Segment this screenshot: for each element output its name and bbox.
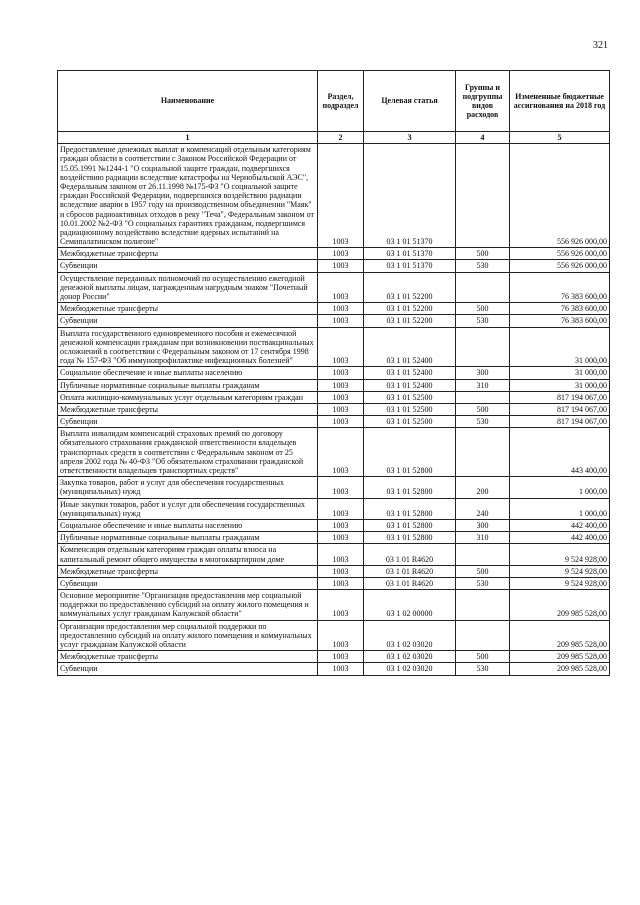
cell-name: Субвенции: [58, 315, 318, 327]
table-row: [58, 477, 610, 498]
cell-amount: 443 400,00: [510, 428, 610, 477]
cell-amount: 817 194 067,00: [510, 416, 610, 428]
cell-amount: 9 524 928,00: [510, 565, 610, 577]
cell-target: 03 1 01 52200: [364, 315, 456, 327]
cell-name: Межбюджетные трансферты: [58, 403, 318, 415]
table-body: [58, 144, 610, 675]
cell-target: 03 1 01 51370: [364, 248, 456, 260]
table-row: [58, 532, 610, 544]
cell-name: Закупка товаров, работ и услуг для обеспечения государственных (муниципальных) нужд: [58, 477, 318, 498]
cell-target: 03 1 01 52400: [364, 379, 456, 391]
cell-amount: 31 000,00: [510, 379, 610, 391]
cell-section: 1003: [318, 379, 364, 391]
cell-section: 1003: [318, 391, 364, 403]
cell-amount: 817 194 067,00: [510, 403, 610, 415]
table-row: [58, 379, 610, 391]
cell-group: 240: [456, 498, 510, 519]
cell-name: Публичные нормативные социальные выплаты гражданам: [58, 379, 318, 391]
cell-target: 03 1 01 R4620: [364, 577, 456, 589]
cell-amount: 442 400,00: [510, 532, 610, 544]
cell-group: 530: [456, 315, 510, 327]
table-row: [58, 577, 610, 589]
cell-amount: 209 985 528,00: [510, 620, 610, 651]
cell-group: [456, 272, 510, 303]
cell-section: 1003: [318, 303, 364, 315]
cell-target: 03 1 01 52400: [364, 327, 456, 367]
cell-group: 310: [456, 532, 510, 544]
cell-section: 1003: [318, 590, 364, 621]
cell-target: 03 1 02 03020: [364, 663, 456, 675]
cell-section: 1003: [318, 272, 364, 303]
cell-name: Выплата инвалидам компенсаций страховых премий по договору обязательного страхования гражданской ответственности владельцев транспортных средств в соответствии с Федеральным законом от 25 апреля 2002 года № 40-ФЗ "Об обязательном страховании гражданской ответственности владельцев транспортных средств": [58, 428, 318, 477]
cell-amount: 556 926 000,00: [510, 260, 610, 272]
cell-amount: 442 400,00: [510, 519, 610, 531]
cell-group: 310: [456, 379, 510, 391]
cell-target: 03 1 01 52500: [364, 391, 456, 403]
cell-section: 1003: [318, 565, 364, 577]
cell-target: 03 1 01 52500: [364, 416, 456, 428]
cell-name: Межбюджетные трансферты: [58, 303, 318, 315]
header-target: Целевая статья: [364, 71, 456, 132]
cell-group: 530: [456, 663, 510, 675]
column-number: 2: [318, 132, 364, 144]
cell-target: 03 1 01 51370: [364, 144, 456, 248]
cell-group: [456, 620, 510, 651]
cell-section: 1003: [318, 519, 364, 531]
column-number: 4: [456, 132, 510, 144]
cell-amount: 1 000,00: [510, 498, 610, 519]
cell-amount: 209 985 528,00: [510, 590, 610, 621]
cell-name: Организация предоставления мер социальной поддержки по предоставлению субсидий на оплату жилого помещения и коммунальных услуг гражданам Калужской области: [58, 620, 318, 651]
cell-amount: 817 194 067,00: [510, 391, 610, 403]
cell-name: Основное мероприятие "Организация предоставления мер социальной поддержки по предоставлению субсидий на оплату жилого помещения и коммунальных услуг гражданам Калужской области": [58, 590, 318, 621]
cell-group: 500: [456, 303, 510, 315]
cell-target: 03 1 01 52800: [364, 519, 456, 531]
cell-amount: 76 383 600,00: [510, 303, 610, 315]
cell-group: [456, 428, 510, 477]
cell-amount: 556 926 000,00: [510, 248, 610, 260]
cell-target: 03 1 01 52800: [364, 477, 456, 498]
cell-group: [456, 544, 510, 565]
page-number: 321: [593, 40, 608, 51]
column-number: 3: [364, 132, 456, 144]
column-number: 1: [58, 132, 318, 144]
cell-amount: 209 985 528,00: [510, 651, 610, 663]
cell-name: Межбюджетные трансферты: [58, 651, 318, 663]
table-row: [58, 498, 610, 519]
cell-name: Межбюджетные трансферты: [58, 565, 318, 577]
cell-name: Выплата государственного единовременного пособия и ежемесячной денежной компенсации гражданам при возникновении поствакцинальных осложнений в соответствии с Федеральным законом от 17 сентября 1998 года № 157-ФЗ "Об иммунопрофилактике инфекционных болезней": [58, 327, 318, 367]
header-section: Раздел, подраздел: [318, 71, 364, 132]
cell-target: 03 1 01 51370: [364, 260, 456, 272]
cell-name: Социальное обеспечение и иные выплаты населению: [58, 367, 318, 379]
table-row: [58, 260, 610, 272]
table-row: [58, 403, 610, 415]
cell-amount: 76 383 600,00: [510, 315, 610, 327]
cell-target: 03 1 01 52200: [364, 272, 456, 303]
cell-group: 300: [456, 367, 510, 379]
table-row: [58, 303, 610, 315]
table-row: [58, 315, 610, 327]
cell-target: 03 1 02 03020: [364, 651, 456, 663]
table-row: [58, 391, 610, 403]
column-number: 5: [510, 132, 610, 144]
cell-target: 03 1 01 R4620: [364, 544, 456, 565]
cell-group: 530: [456, 416, 510, 428]
cell-target: 03 1 01 52800: [364, 498, 456, 519]
cell-section: 1003: [318, 367, 364, 379]
table-row: [58, 519, 610, 531]
cell-name: Публичные нормативные социальные выплаты гражданам: [58, 532, 318, 544]
cell-amount: 31 000,00: [510, 367, 610, 379]
cell-section: 1003: [318, 651, 364, 663]
header-name: Наименование: [58, 71, 318, 132]
cell-name: Субвенции: [58, 416, 318, 428]
cell-section: 1003: [318, 498, 364, 519]
cell-name: Иные закупки товаров, работ и услуг для обеспечения государственных (муниципальных) нужд: [58, 498, 318, 519]
cell-name: Оплата жилищно-коммунальных услуг отдельным категориям граждан: [58, 391, 318, 403]
table-row: [58, 663, 610, 675]
cell-group: 500: [456, 403, 510, 415]
cell-name: Субвенции: [58, 577, 318, 589]
cell-section: 1003: [318, 620, 364, 651]
cell-target: 03 1 01 52500: [364, 403, 456, 415]
column-number-row: [58, 132, 610, 144]
cell-name: Межбюджетные трансферты: [58, 248, 318, 260]
cell-group: 530: [456, 577, 510, 589]
cell-target: 03 1 01 52200: [364, 303, 456, 315]
cell-name: Социальное обеспечение и иные выплаты населению: [58, 519, 318, 531]
table-row: [58, 416, 610, 428]
cell-amount: 1 000,00: [510, 477, 610, 498]
cell-section: 1003: [318, 260, 364, 272]
cell-group: 500: [456, 651, 510, 663]
cell-group: 200: [456, 477, 510, 498]
header-amount: Измененные бюджетные ассигнования на 2018 год: [510, 71, 610, 132]
cell-name: Осуществление переданных полномочий по осуществлению ежегодной денежной выплаты лицам, награжденным нагрудным знаком "Почетный донор России": [58, 272, 318, 303]
cell-section: 1003: [318, 248, 364, 260]
table-row: [58, 248, 610, 260]
table-row: [58, 565, 610, 577]
table-row: [58, 367, 610, 379]
header-groups: Группы и подгруппы видов расходов: [456, 71, 510, 132]
cell-amount: 31 000,00: [510, 327, 610, 367]
cell-section: 1003: [318, 428, 364, 477]
header-row: [58, 71, 610, 132]
cell-section: 1003: [318, 416, 364, 428]
cell-target: 03 1 01 52800: [364, 532, 456, 544]
table-row: [58, 272, 610, 303]
cell-section: 1003: [318, 532, 364, 544]
cell-section: 1003: [318, 403, 364, 415]
cell-group: [456, 391, 510, 403]
cell-target: 03 1 01 52800: [364, 428, 456, 477]
table-row: [58, 428, 610, 477]
cell-section: 1003: [318, 577, 364, 589]
cell-group: 500: [456, 565, 510, 577]
table-row: [58, 144, 610, 248]
cell-amount: 9 524 928,00: [510, 544, 610, 565]
cell-amount: 76 383 600,00: [510, 272, 610, 303]
cell-section: 1003: [318, 477, 364, 498]
table-row: [58, 544, 610, 565]
cell-section: 1003: [318, 315, 364, 327]
cell-amount: 209 985 528,00: [510, 663, 610, 675]
cell-group: 530: [456, 260, 510, 272]
cell-name: Предоставление денежных выплат и компенсаций отдельным категориям граждан области в соответствии с Законом Российской Федерации от 15.05.1991 №1244-1 "О социальной защите граждан, подвергшихся воздействию радиации вследствие катастрофы на Чернобыльской АЭС", Федеральным законом от 26.11.1998 №175-ФЗ "О социальной защите граждан Российской Федерации, подвергшихся воздействию радиации вследствие аварии в 1957 году на производственном объединении "Маяк" и сбросов радиоактивных отходов в реку "Теча", Федеральным законом от 10.01.2002 №2-ФЗ "О социальных гарантиях гражданам, подвергшимся радиационному воздействию вследствие ядерных испытаний на Семипалатинском полигоне": [58, 144, 318, 248]
table-row: [58, 651, 610, 663]
cell-section: 1003: [318, 327, 364, 367]
table-row: [58, 590, 610, 621]
cell-group: 300: [456, 519, 510, 531]
cell-group: [456, 590, 510, 621]
cell-target: 03 1 02 00000: [364, 590, 456, 621]
cell-group: [456, 327, 510, 367]
cell-section: 1003: [318, 544, 364, 565]
cell-target: 03 1 01 52400: [364, 367, 456, 379]
cell-amount: 9 524 928,00: [510, 577, 610, 589]
cell-name: Субвенции: [58, 663, 318, 675]
cell-group: [456, 144, 510, 248]
table-row: [58, 620, 610, 651]
budget-table: [57, 70, 610, 676]
cell-section: 1003: [318, 144, 364, 248]
cell-group: 500: [456, 248, 510, 260]
cell-amount: 556 926 000,00: [510, 144, 610, 248]
cell-name: Компенсация отдельным категориям граждан оплаты взноса на капитальный ремонт общего имущества в многоквартирном доме: [58, 544, 318, 565]
cell-name: Субвенции: [58, 260, 318, 272]
cell-target: 03 1 01 R4620: [364, 565, 456, 577]
cell-target: 03 1 02 03020: [364, 620, 456, 651]
cell-section: 1003: [318, 663, 364, 675]
table-row: [58, 327, 610, 367]
